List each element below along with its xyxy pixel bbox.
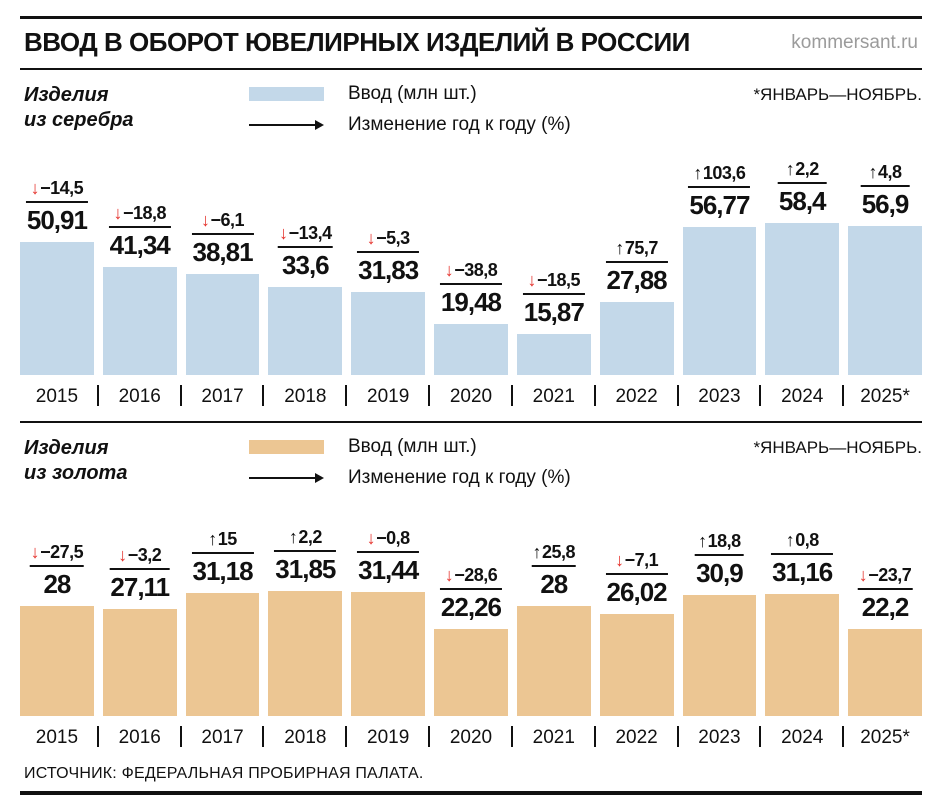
bar-label xyxy=(695,531,744,589)
silver-section-title xyxy=(20,83,249,133)
year-label-2025*: 2025* xyxy=(860,727,910,748)
down-arrow-icon: ↓ xyxy=(615,550,624,571)
axis-tick xyxy=(677,385,679,406)
bar-value: 31,44 xyxy=(358,555,419,585)
down-arrow-icon: ↓ xyxy=(113,203,122,224)
yoy-change: ↓−28,6 xyxy=(444,565,498,586)
year-label-2025*: 2025* xyxy=(860,386,910,407)
year-label-2020: 2020 xyxy=(434,725,508,753)
silver-section-head xyxy=(20,83,922,145)
brand-label: kommersant.ru xyxy=(791,31,918,53)
gold-legend xyxy=(249,436,753,498)
axis-tick xyxy=(97,726,99,747)
bar-2019 xyxy=(351,292,425,375)
bar-value: 28 xyxy=(43,569,71,599)
down-arrow-icon: ↓ xyxy=(30,178,40,199)
yoy-change: ↓−3,2 xyxy=(118,545,162,566)
yoy-change: ↑2,2 xyxy=(785,159,819,180)
year-label-2019: 2019 xyxy=(351,725,425,753)
bar-column-2018 xyxy=(268,527,342,716)
legend-bars-label: Ввод (млн шт.) xyxy=(348,436,477,457)
bar-column-2017 xyxy=(186,210,260,375)
label-divider xyxy=(357,251,419,253)
axis-tick xyxy=(428,726,430,747)
bar-label xyxy=(278,223,333,281)
right-arrow-icon xyxy=(249,124,322,126)
bar-2023 xyxy=(683,227,757,375)
label-divider xyxy=(274,550,336,552)
year-label-2017: 2017 xyxy=(186,384,260,412)
label-divider xyxy=(858,588,913,590)
down-arrow-icon: ↓ xyxy=(527,270,537,291)
gold-section-title xyxy=(20,436,249,486)
bar-column-2021 xyxy=(517,270,591,375)
axis-tick xyxy=(345,385,347,406)
down-arrow-icon: ↓ xyxy=(366,528,376,549)
bar-value: 41,34 xyxy=(109,230,170,260)
legend-change-label: Изменение год к году (%) xyxy=(348,467,571,488)
bar-label xyxy=(109,545,170,603)
bar-column-2019 xyxy=(351,228,425,375)
year-label-2018: 2018 xyxy=(268,384,342,412)
axis-tick xyxy=(180,726,182,747)
year-label-2023: 2023 xyxy=(683,725,757,753)
bar-2016 xyxy=(103,609,177,716)
bar-2020 xyxy=(434,629,508,716)
label-divider xyxy=(191,552,253,554)
down-arrow-icon: ↓ xyxy=(858,565,868,586)
yoy-change: ↓−6,1 xyxy=(201,210,245,231)
bar-2019 xyxy=(351,592,425,716)
label-divider xyxy=(606,573,668,575)
bar-value: 15,87 xyxy=(523,297,584,327)
label-divider xyxy=(861,185,910,187)
bar-label xyxy=(30,542,85,600)
up-arrow-icon: ↑ xyxy=(698,531,707,552)
bar-value: 31,83 xyxy=(358,255,419,285)
bar-column-2020 xyxy=(434,260,508,375)
bar-value: 22,26 xyxy=(440,592,502,622)
axis-tick xyxy=(345,726,347,747)
legend-change-row xyxy=(249,114,753,136)
axis-tick xyxy=(511,726,513,747)
page-title: ВВОД В ОБОРОТ ЮВЕЛИРНЫХ ИЗДЕЛИЙ В РОССИИ xyxy=(24,27,690,57)
label-divider xyxy=(30,565,85,567)
bar-label xyxy=(858,565,913,623)
yoy-change: ↑25,8 xyxy=(532,542,576,563)
year-label-2015: 2015 xyxy=(20,384,94,412)
yoy-change: ↓−18,8 xyxy=(113,203,166,224)
bar-label xyxy=(861,162,910,220)
yoy-change: ↓−27,5 xyxy=(30,542,84,563)
yoy-change: ↓−0,8 xyxy=(366,528,410,549)
year-label-2022: 2022 xyxy=(600,384,674,412)
up-arrow-icon: ↑ xyxy=(615,238,624,259)
year-label-2016: 2016 xyxy=(103,725,177,753)
bar-label xyxy=(606,550,668,608)
year-label-2022: 2022 xyxy=(600,725,674,753)
yoy-change: ↑15 xyxy=(208,529,237,550)
bar-label xyxy=(440,260,502,318)
bar-value: 50,91 xyxy=(26,205,87,235)
bar-value: 26,02 xyxy=(606,577,667,607)
axis-tick xyxy=(511,385,513,406)
bar-column-2023 xyxy=(683,531,757,716)
bar-value: 33,6 xyxy=(282,250,329,280)
silver-bar-chart xyxy=(20,151,922,375)
axis-tick xyxy=(97,385,99,406)
down-arrow-icon: ↓ xyxy=(279,223,288,244)
axis-tick xyxy=(262,726,264,747)
axis-tick xyxy=(428,385,430,406)
gold-x-axis xyxy=(20,725,922,753)
bar-value: 19,48 xyxy=(440,287,502,317)
silver-legend xyxy=(249,83,753,145)
label-divider xyxy=(109,226,171,228)
year-label-2016: 2016 xyxy=(103,384,177,412)
bar-column-2017 xyxy=(186,529,260,716)
bar-label xyxy=(274,527,336,585)
bar-value: 31,16 xyxy=(772,557,833,587)
bar-2017 xyxy=(186,593,260,716)
source-note: ИСТОЧНИК: ФЕДЕРАЛЬНАЯ ПРОБИРНАЯ ПАЛАТА. xyxy=(24,765,424,782)
label-divider xyxy=(357,551,419,553)
yoy-change: ↑18,8 xyxy=(698,531,741,552)
label-divider xyxy=(771,553,833,555)
bar-value: 31,85 xyxy=(275,554,336,584)
year-label-2023: 2023 xyxy=(683,384,757,412)
up-arrow-icon: ↑ xyxy=(785,530,795,551)
bar-label xyxy=(357,228,419,286)
label-divider xyxy=(278,246,333,248)
year-label-2024: 2024 xyxy=(765,384,839,412)
legend-bars-row xyxy=(249,436,753,458)
axis-tick xyxy=(842,726,844,747)
bar-column-2023 xyxy=(683,163,757,375)
bar-2022 xyxy=(600,302,674,375)
up-arrow-icon: ↑ xyxy=(785,159,795,180)
bar-column-2022 xyxy=(600,550,674,716)
year-label-2021: 2021 xyxy=(517,725,591,753)
bar-2020 xyxy=(434,324,508,375)
label-divider xyxy=(440,283,502,285)
year-label-2021: 2021 xyxy=(517,384,591,412)
down-arrow-icon: ↓ xyxy=(30,542,40,563)
label-divider xyxy=(695,554,744,556)
year-label-2015: 2015 xyxy=(20,725,94,753)
silver-x-axis xyxy=(20,384,922,412)
label-divider xyxy=(191,233,253,235)
bar-label xyxy=(109,203,171,261)
header-rule xyxy=(20,68,922,70)
axis-tick xyxy=(262,385,264,406)
axis-tick xyxy=(677,726,679,747)
yoy-change: ↓−23,7 xyxy=(858,565,912,586)
yoy-change: ↓−18,5 xyxy=(527,270,581,291)
masthead xyxy=(20,19,922,68)
bar-label xyxy=(440,565,502,623)
bar-column-2015 xyxy=(20,542,94,716)
section-divider xyxy=(20,421,922,423)
bar-2022 xyxy=(600,614,674,716)
down-arrow-icon: ↓ xyxy=(444,565,454,586)
axis-tick xyxy=(759,385,761,406)
down-arrow-icon: ↓ xyxy=(366,228,376,249)
up-arrow-icon: ↑ xyxy=(693,163,702,184)
bar-2021 xyxy=(517,334,591,375)
bar-value: 22,2 xyxy=(861,592,909,622)
bar-2015 xyxy=(20,242,94,375)
bar-label xyxy=(532,542,577,600)
bar-value: 28 xyxy=(540,569,568,599)
bar-column-2016 xyxy=(103,203,177,375)
label-divider xyxy=(778,182,827,184)
yoy-change: ↓−7,1 xyxy=(615,550,659,571)
bar-label xyxy=(771,530,833,588)
bar-value: 27,88 xyxy=(606,265,667,295)
bar-column-2025* xyxy=(848,565,922,716)
bar-value: 58,4 xyxy=(778,186,826,216)
yoy-change: ↓−38,8 xyxy=(444,260,498,281)
bar-column-2025* xyxy=(848,162,922,375)
bar-2016 xyxy=(103,267,177,375)
bar-column-2016 xyxy=(103,545,177,716)
bar-label xyxy=(523,270,585,328)
bar-2018 xyxy=(268,591,342,716)
year-label-2019: 2019 xyxy=(351,384,425,412)
bar-column-2018 xyxy=(268,223,342,375)
bar-label xyxy=(606,238,668,296)
yoy-change: ↓−13,4 xyxy=(279,223,332,244)
bar-2017 xyxy=(186,274,260,375)
down-arrow-icon: ↓ xyxy=(201,210,210,231)
up-arrow-icon: ↑ xyxy=(532,542,542,563)
axis-tick xyxy=(842,385,844,406)
bottom-rule xyxy=(20,791,922,795)
bar-label xyxy=(191,529,253,587)
label-divider xyxy=(109,568,170,570)
yoy-change: ↑75,7 xyxy=(615,238,658,259)
legend-bars-label: Ввод (млн шт.) xyxy=(348,83,477,104)
bar-column-2021 xyxy=(517,542,591,716)
legend-change-label: Изменение год к году (%) xyxy=(348,114,571,135)
yoy-change: ↑0,8 xyxy=(785,530,819,551)
up-arrow-icon: ↑ xyxy=(288,527,298,548)
bar-2025* xyxy=(848,629,922,716)
axis-tick xyxy=(594,726,596,747)
axis-tick xyxy=(594,385,596,406)
up-arrow-icon: ↑ xyxy=(208,529,217,550)
legend-bars-row xyxy=(249,83,753,105)
section-title-line: Изделия xyxy=(24,84,109,106)
gold-bar-chart xyxy=(20,504,922,716)
label-divider xyxy=(532,565,577,567)
bar-2023 xyxy=(683,595,757,716)
period-note: *ЯНВАРЬ—НОЯБРЬ. xyxy=(753,438,922,457)
bar-value: 56,9 xyxy=(861,189,909,219)
bar-label xyxy=(357,528,419,586)
section-title-line: из золота xyxy=(24,462,128,484)
bar-value: 27,11 xyxy=(110,572,170,602)
bar-2024 xyxy=(765,594,839,716)
bar-column-2024 xyxy=(765,530,839,716)
bar-label xyxy=(26,178,88,236)
label-divider xyxy=(606,261,668,263)
section-title-line: из серебра xyxy=(24,109,134,131)
label-divider xyxy=(440,588,502,590)
bar-column-2020 xyxy=(434,565,508,716)
bar-2025* xyxy=(848,226,922,375)
yoy-change: ↓−5,3 xyxy=(366,228,410,249)
gold-section-head xyxy=(20,436,922,498)
bar-swatch-icon xyxy=(249,87,324,101)
bar-value: 30,9 xyxy=(696,558,743,588)
year-label-2018: 2018 xyxy=(268,725,342,753)
bar-2021 xyxy=(517,606,591,716)
bar-value: 38,81 xyxy=(192,237,253,267)
label-divider xyxy=(688,186,750,188)
year-label-2017: 2017 xyxy=(186,725,260,753)
year-label-2020: 2020 xyxy=(434,384,508,412)
bar-2015 xyxy=(20,606,94,716)
bar-column-2019 xyxy=(351,528,425,716)
bar-label xyxy=(191,210,253,268)
bar-column-2024 xyxy=(765,159,839,375)
up-arrow-icon: ↑ xyxy=(868,162,878,183)
bar-label xyxy=(688,163,750,221)
down-arrow-icon: ↓ xyxy=(444,260,454,281)
bar-column-2015 xyxy=(20,178,94,375)
period-note: *ЯНВАРЬ—НОЯБРЬ. xyxy=(753,85,922,104)
bar-2024 xyxy=(765,223,839,375)
yoy-change: ↑103,6 xyxy=(693,163,746,184)
label-divider xyxy=(523,293,585,295)
yoy-change: ↑2,2 xyxy=(288,527,322,548)
label-divider xyxy=(26,201,88,203)
bar-swatch-icon xyxy=(249,440,324,454)
bar-label xyxy=(778,159,827,217)
bar-value: 31,18 xyxy=(192,556,253,586)
legend-change-row xyxy=(249,467,753,489)
yoy-change: ↑4,8 xyxy=(868,162,902,183)
year-label-2024: 2024 xyxy=(765,725,839,753)
down-arrow-icon: ↓ xyxy=(118,545,127,566)
bar-column-2022 xyxy=(600,238,674,375)
axis-tick xyxy=(759,726,761,747)
bar-value: 56,77 xyxy=(689,190,750,220)
axis-tick xyxy=(180,385,182,406)
bar-2018 xyxy=(268,287,342,375)
section-title-line: Изделия xyxy=(24,437,109,459)
yoy-change: ↓−14,5 xyxy=(30,178,84,199)
right-arrow-icon xyxy=(249,477,322,479)
